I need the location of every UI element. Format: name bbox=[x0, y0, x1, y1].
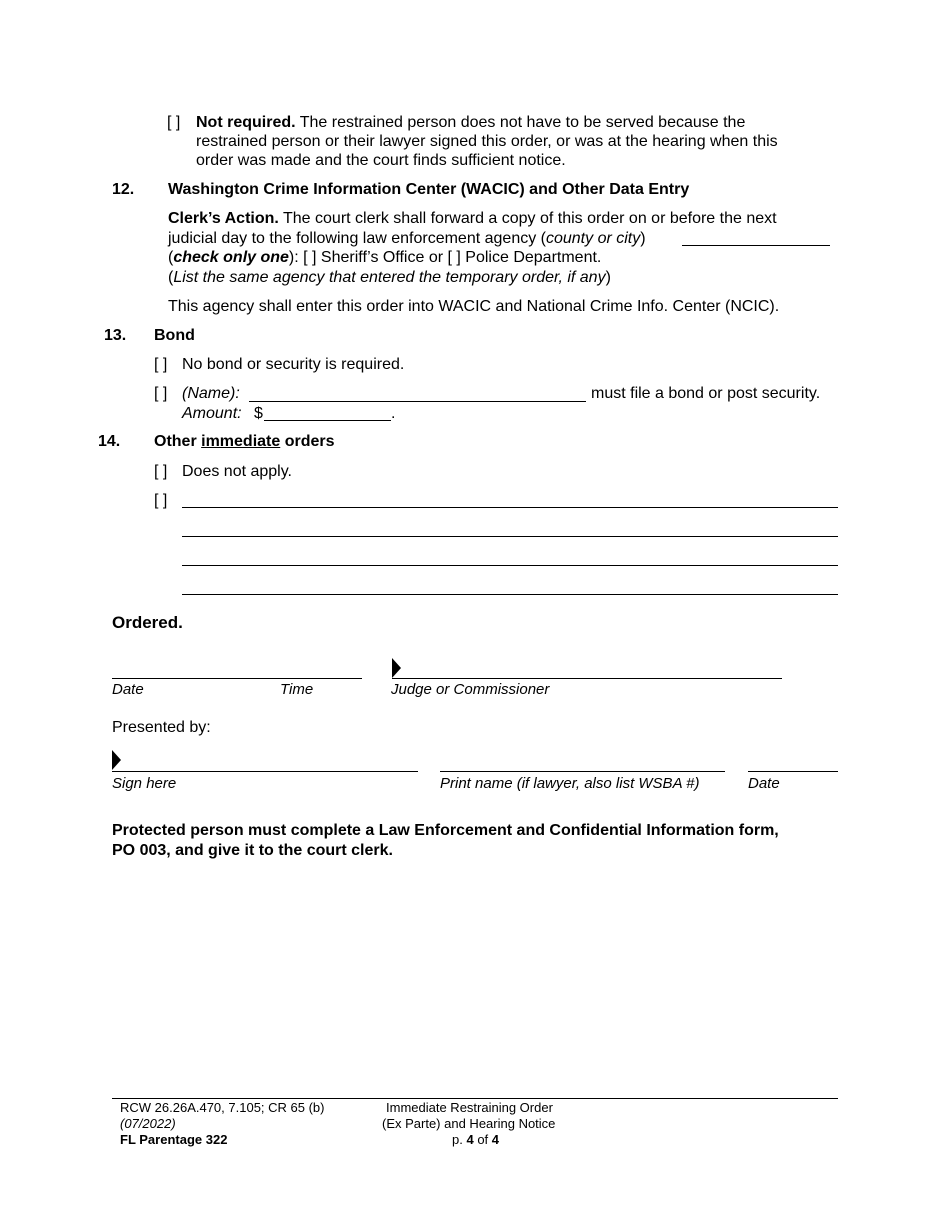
section-12-number: 12. bbox=[112, 181, 135, 198]
no-bond-label: No bond or security is required. bbox=[182, 356, 405, 373]
not-required-line2: restrained person or their lawyer signed this order, or was at the hearing when this bbox=[196, 133, 778, 150]
section-13-title: Bond bbox=[154, 327, 195, 344]
dollar-sign: $ bbox=[254, 405, 263, 422]
section-12-title: Washington Crime Information Center (WACIC) and Other Data Entry bbox=[168, 181, 690, 198]
footer-title-1: Immediate Restraining Order bbox=[386, 1100, 553, 1115]
clerk-action-line2: judicial day to the following law enforcement agency (county or city) bbox=[168, 230, 646, 247]
footer-rcw: RCW 26.26A.470, 7.105; CR 65 (b) bbox=[120, 1100, 325, 1115]
footer-date: (07/2022) bbox=[120, 1116, 176, 1131]
bond-name-label: (Name): bbox=[182, 385, 240, 402]
police-label: Police Department. bbox=[460, 249, 602, 266]
sign-here-label: Sign here bbox=[112, 775, 177, 792]
no-bond-checkbox[interactable]: [ ] bbox=[154, 356, 168, 373]
does-not-apply-checkbox[interactable]: [ ] bbox=[154, 463, 168, 480]
order-time-label: Time bbox=[280, 681, 314, 698]
clerk-action-line4: (List the same agency that entered the temporary order, if any) bbox=[168, 269, 611, 286]
footer-title-2: (Ex Parte) and Hearing Notice bbox=[382, 1116, 556, 1131]
bond-amount-field[interactable] bbox=[264, 420, 391, 421]
other-orders-line-1[interactable] bbox=[182, 507, 838, 508]
section-14-title: Other immediate orders bbox=[154, 433, 335, 450]
judge-label: Judge or Commissioner bbox=[391, 681, 550, 698]
not-required-text: The restrained person does not have to be served because the bbox=[295, 114, 746, 131]
order-date-label: Date bbox=[112, 681, 144, 698]
must-file-label: must file a bond or post security. bbox=[591, 385, 821, 402]
footer-divider bbox=[112, 1098, 838, 1099]
section-13-number: 13. bbox=[104, 327, 127, 344]
section-14-number: 14. bbox=[98, 433, 121, 450]
bond-name-field[interactable] bbox=[249, 401, 586, 402]
other-orders-checkbox[interactable]: [ ] bbox=[154, 492, 168, 509]
not-required-line3: order was made and the court finds sufficient notice. bbox=[196, 152, 566, 169]
agency-statement: This agency shall enter this order into WACIC and National Crime Info. Center (NCIC). bbox=[168, 298, 780, 315]
notice-line1: Protected person must complete a Law Enforcement and Confidential Information form, bbox=[112, 822, 779, 839]
does-not-apply-label: Does not apply. bbox=[182, 463, 292, 480]
other-orders-line-2[interactable] bbox=[182, 536, 838, 537]
not-required-line1 bbox=[196, 113, 745, 132]
print-name-label: Print name (if lawyer, also list WSBA #) bbox=[440, 775, 700, 792]
clerk-action-text: The court clerk shall forward a copy of this order on or before the next bbox=[278, 210, 777, 227]
ordered-title: Ordered. bbox=[112, 613, 183, 632]
amount-label: Amount: bbox=[182, 405, 242, 422]
not-required-label: Not required. bbox=[196, 114, 296, 131]
order-date-time-field[interactable] bbox=[112, 678, 362, 679]
clerk-action-line1 bbox=[168, 209, 777, 228]
notice-line2: PO 003, and give it to the court clerk. bbox=[112, 842, 393, 859]
police-checkbox[interactable]: [ ] bbox=[447, 249, 461, 266]
footer-page-number: p. 4 of 4 bbox=[452, 1132, 500, 1147]
sheriff-label: Sheriff’s Office or bbox=[316, 249, 448, 266]
presenter-print-name-field[interactable] bbox=[440, 771, 725, 772]
amount-period: . bbox=[391, 405, 396, 422]
judge-signature-field[interactable] bbox=[392, 678, 782, 679]
clerk-action-line3: (check only one): [ ] Sheriff’s Office or [ ] Police Department. bbox=[168, 249, 602, 266]
other-orders-line-3[interactable] bbox=[182, 565, 838, 566]
bond-required-checkbox[interactable]: [ ] bbox=[154, 385, 168, 402]
other-orders-line-4[interactable] bbox=[182, 594, 838, 595]
sheriff-checkbox[interactable]: [ ] bbox=[303, 249, 317, 266]
judge-sign-arrow-icon bbox=[392, 658, 401, 678]
presenter-signature-field[interactable] bbox=[112, 771, 418, 772]
clerk-action-label: Clerk’s Action. bbox=[168, 210, 279, 227]
sign-here-arrow-icon bbox=[112, 750, 121, 770]
agency-field[interactable] bbox=[682, 245, 830, 246]
not-required-checkbox[interactable]: [ ] bbox=[167, 114, 181, 131]
presenter-date-field[interactable] bbox=[748, 771, 838, 772]
presented-by-label: Presented by: bbox=[112, 719, 211, 736]
footer-form-id: FL Parentage 322 bbox=[120, 1132, 228, 1147]
presenter-date-label: Date bbox=[748, 775, 780, 792]
